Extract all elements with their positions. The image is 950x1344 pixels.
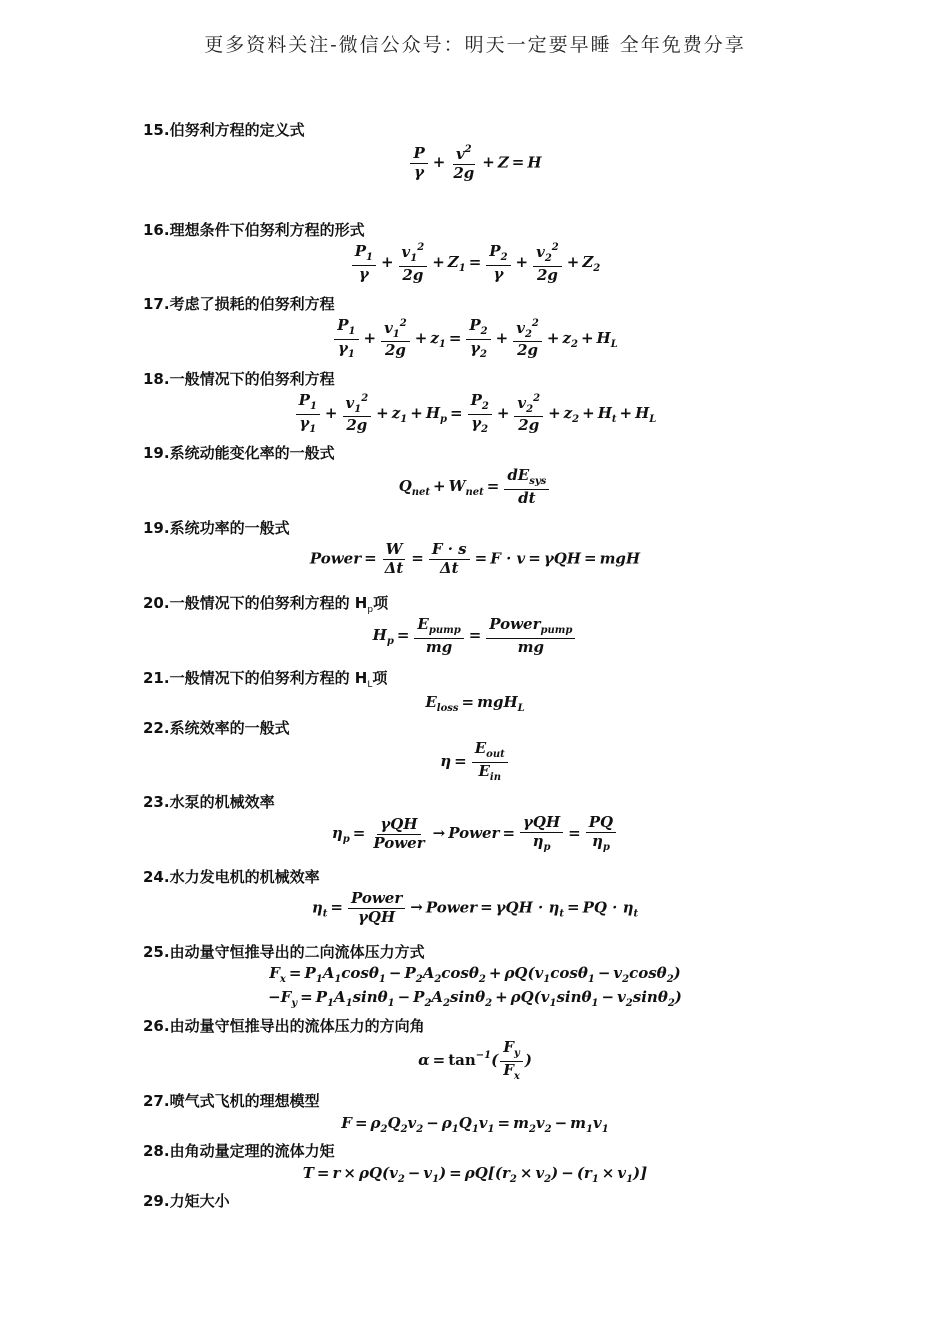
heading-17: 17.考虑了损耗的伯努利方程: [143, 295, 335, 313]
heading-20-text: 20.一般情况下的伯努利方程的 H: [143, 594, 368, 612]
formula-23: $\eta_p$ = $\frac{\text{γQH}}{\text{Power}}$ → Power = $\frac{\text{γQH}}{\eta_p}$ = $\frac{PQ}{\eta_p}$: [0, 815, 950, 853]
heading-19b: 19.系统功率的一般式: [143, 519, 290, 537]
heading-20-tail: 项: [373, 594, 389, 612]
formula-25-x: $F_x = P_1A_1\cos\theta_1 - P_2A_2\cos\theta_2 + \rho Q(v_1\cos\theta_1 - v_2\cos\theta_2)$: [269, 964, 681, 985]
formula-19b: Power = $\frac{W}{\Delta t}$ = $\frac{F \cdot s}{\Delta t}$ = F · v = γQH = mgH: [309, 540, 641, 577]
heading-16: 16.理想条件下伯努利方程的形式: [143, 221, 365, 239]
heading-29: 29.力矩大小: [143, 1192, 230, 1210]
heading-20-subscript: p: [367, 605, 374, 615]
heading-23: 23.水泵的机械效率: [143, 793, 275, 811]
formula-24: $\eta_t$ = $\frac{\text{Power}}{\text{γQH}}$ → Power = $\gamma QH \cdot \eta_t$ = PQ · $\eta_t$: [311, 889, 639, 926]
formula-27: $F = \rho_2Q_2v_2 - \rho_1Q_1v_1 = m_2v_2 - m_1v_1$: [341, 1114, 609, 1135]
formula-21: $E_{loss} = mgH_L$: [425, 693, 525, 714]
formula-22: η = $\frac{E_{out}}{E_{in}}$: [0, 741, 950, 783]
heading-21: [143, 667, 387, 690]
formula-26: $\alpha = \tan^{-1}$( $\frac{F_y}{F_x}$ ): [418, 1038, 532, 1082]
formula-15: $\frac{P}{\gamma}$ + $\frac{v^2}{2g}$ + Z = H: [0, 145, 950, 182]
formula-25-y: $-F_y = P_1A_1\sin\theta_1 - P_2A_2\sin\theta_2 + \rho Q(v_1\sin\theta_1 - v_2\sin\theta_2)$: [268, 988, 682, 1009]
formula-19a: $Q_{net} + W_{net}$ = $\frac{dE_{sys}}{dt}$: [0, 468, 950, 506]
formula-20: $H_p$ = $\frac{E_{pump}}{mg}$ = $\frac{Power_{pump}}{mg}$: [0, 617, 950, 655]
heading-21-subscript: L: [367, 680, 373, 690]
heading-20: [143, 592, 388, 615]
heading-24: 24.水力发电机的机械效率: [143, 868, 320, 886]
page-header-banner: 更多资料关注-微信公众号：明天一定要早睡 全年免费分享: [204, 34, 746, 56]
heading-25: 25.由动量守恒推导出的二向流体压力方式: [143, 943, 425, 961]
formula-28: $T = r \times \rho Q(v_2 - v_1) = \rho Q[(r_2 \times v_2) - (r_1 \times v_1)]$: [302, 1164, 648, 1185]
heading-28: 28.由角动量定理的流体力矩: [143, 1142, 335, 1160]
heading-21-tail: 项: [372, 669, 388, 687]
formula-18: $\frac{P_1}{\gamma_1}$ + $\frac{v_1^2}{2g}$ + $z_1 + H_p$ = $\frac{P_2}{\gamma_2}$ + $\frac{v_2^2}{2g}$ + $z_2 + H_t + H_L$: [0, 393, 950, 435]
heading-26: 26.由动量守恒推导出的流体压力的方向角: [143, 1017, 425, 1035]
heading-15: 15.伯努利方程的定义式: [143, 121, 305, 139]
heading-18: 18.一般情况下的伯努利方程: [143, 370, 335, 388]
heading-21-text: 21.一般情况下的伯努利方程的 H: [143, 669, 368, 687]
formula-16: $\frac{P_1}{\gamma}$ + $\frac{v_1^2}{2g}$ + $Z_1$ = $\frac{P_2}{\gamma}$ + $\frac{v_2^2}{2g}$ + $Z_2$: [0, 243, 950, 283]
heading-27: 27.喷气式飞机的理想模型: [143, 1092, 320, 1110]
heading-19a: 19.系统动能变化率的一般式: [143, 444, 335, 462]
formula-17: $\frac{P_1}{\gamma_1}$ + $\frac{v_1^2}{2g}$ + $z_1$ = $\frac{P_2}{\gamma_2}$ + $\frac{v_2^2}{2g}$ + $z_2 + H_L$: [0, 318, 950, 360]
heading-22: 22.系统效率的一般式: [143, 719, 290, 737]
